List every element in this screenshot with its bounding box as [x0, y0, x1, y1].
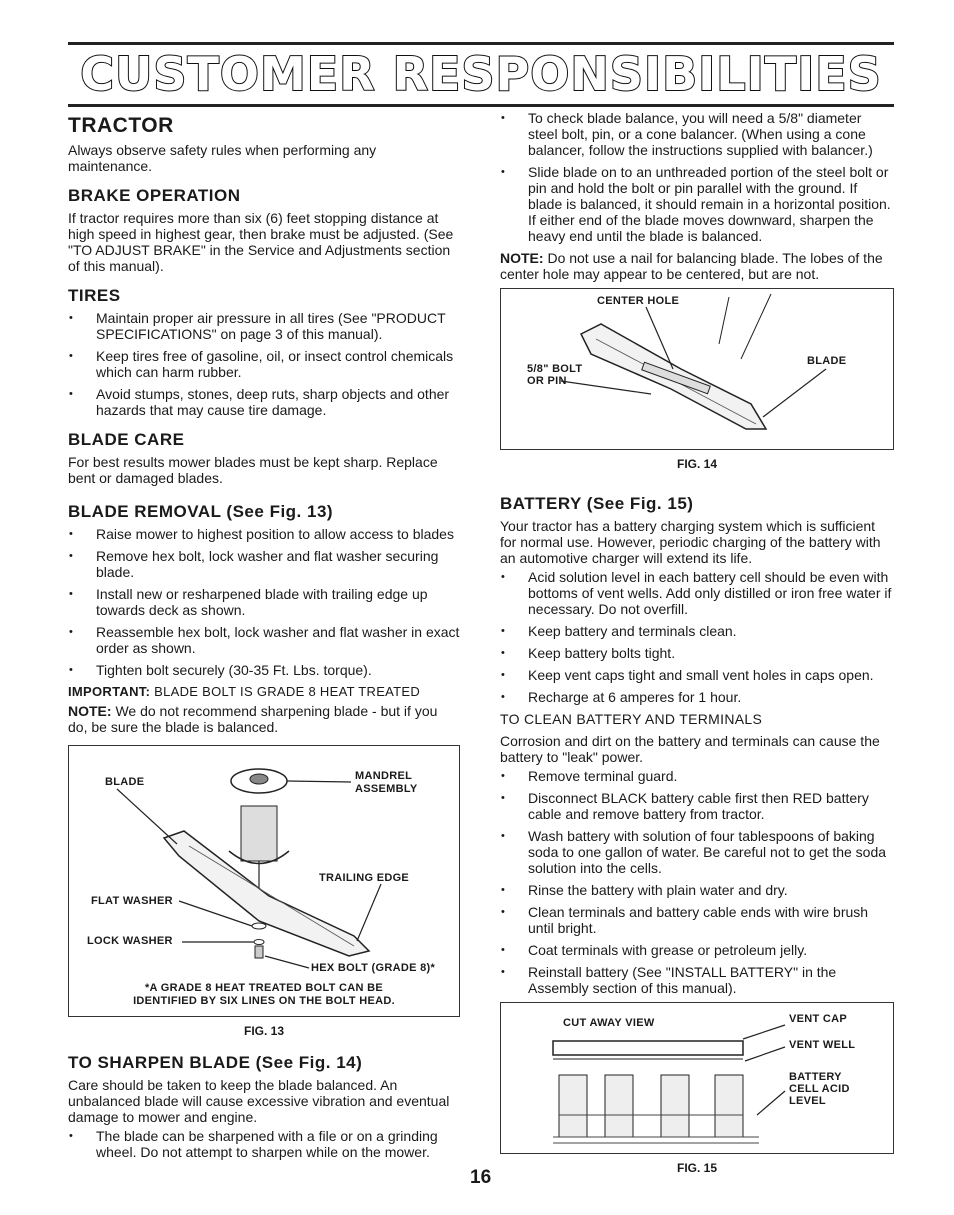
label-mandrel: MANDREL: [355, 770, 413, 782]
label-flat-washer: FLAT WASHER: [91, 895, 173, 907]
label-cut-away-view: CUT AWAY VIEW: [563, 1017, 655, 1029]
list-item: • Recharge at 6 amperes for 1 hour.: [500, 689, 894, 705]
label-lock-washer: LOCK WASHER: [87, 935, 173, 947]
list-item: • Keep vent caps tight and small vent holes in caps open.: [500, 667, 894, 683]
left-column: [68, 110, 460, 1166]
heading-blade-care: BLADE CARE: [68, 430, 185, 449]
sharpen-list: [68, 1128, 460, 1160]
list-item: • Maintain proper air pressure in all tires (See "PRODUCT SPECIFICATIONS" on page 3 of this manual).: [68, 310, 460, 342]
footnote-line-2: IDENTIFIED BY SIX LINES ON THE BOLT HEAD.: [133, 995, 395, 1007]
figure-14-caption: FIG. 14: [676, 457, 717, 471]
label-assembly: ASSEMBLY: [355, 783, 418, 795]
label-battery: BATTERY: [789, 1071, 842, 1083]
list-item: • The blade can be sharpened with a file or on a grinding wheel. Do not attempt to sharpen while on the mower.: [68, 1128, 460, 1160]
battery-text: Your tractor has a battery charging system which is sufficient for normal use. However, periodic charging of the battery with an automotive charger will extend its life.: [500, 518, 881, 566]
list-item: • Tighten bolt securely (30-35 Ft. Lbs. torque).: [68, 662, 460, 678]
figure-15: [500, 1002, 894, 1154]
label-or-pin: OR PIN: [527, 375, 567, 387]
list-item: • Raise mower to highest position to allow access to blades: [68, 526, 460, 542]
right-column: [500, 110, 894, 1176]
blade-care-text: For best results mower blades must be kept sharp. Replace bent or damaged blades.: [68, 454, 438, 486]
blade-removal-list: [68, 526, 460, 678]
list-item: • Reassemble hex bolt, lock washer and flat washer in exact order as shown.: [68, 624, 460, 656]
page-title: CUSTOMER RESPONSIBILITIES: [80, 47, 882, 101]
clean-text: Corrosion and dirt on the battery and terminals can cause the battery to "leak" power.: [500, 733, 880, 765]
list-item: • Rinse the battery with plain water and dry.: [500, 882, 894, 898]
balance-note: NOTE: Do not use a nail for balancing blade. The lobes of the center hole may appear to be centered, but are not.: [500, 250, 883, 282]
footnote-line-1: *A GRADE 8 HEAT TREATED BOLT CAN BE: [144, 982, 384, 994]
heading-battery: BATTERY (See Fig. 15): [500, 494, 694, 513]
list-item: • Reinstall battery (See "INSTALL BATTERY" in the Assembly section of this manual).: [500, 964, 894, 996]
tractor-text: Always observe safety rules when performing any maintenance.: [68, 142, 377, 174]
list-item: • Slide blade on to an unthreaded portion of the steel bolt or pin and hold the bolt or pin parallel with the ground. If blade is balanced, it should remain in a horizontal position. If either end of the blade moves downward, sharpen the heavy end until the blade is balanced.: [500, 164, 894, 244]
label-vent-cap: VENT CAP: [789, 1013, 848, 1025]
label-bolt: 5/8" BOLT: [527, 363, 583, 375]
important-note: IMPORTANT: BLADE BOLT IS GRADE 8 HEAT TREATED: [68, 684, 421, 699]
header-rule-bottom: [68, 104, 894, 107]
sharpen-text: Care should be taken to keep the blade balanced. An unbalanced blade will cause excessive vibration and eventual damage to mower and engine.: [68, 1077, 450, 1125]
label-blade: BLADE: [807, 355, 847, 367]
sharpening-note: NOTE: We do not recommend sharpening blade - but if you do, be sure the blade is balanced.: [68, 703, 438, 735]
clean-heading: TO CLEAN BATTERY AND TERMINALS: [500, 711, 763, 727]
label-vent-well: VENT WELL: [789, 1039, 856, 1051]
label-hex-bolt: HEX BOLT (GRADE 8)*: [311, 962, 436, 974]
heading-blade-removal: BLADE REMOVAL (See Fig. 13): [68, 502, 334, 521]
list-item: • Disconnect BLACK battery cable first then RED battery cable and remove battery from tractor.: [500, 790, 894, 822]
figure-15-caption: FIG. 15: [676, 1161, 717, 1175]
figure-13-caption: FIG. 13: [243, 1024, 284, 1038]
heading-brake-operation: BRAKE OPERATION: [68, 186, 241, 205]
header-rule-top: [68, 42, 894, 45]
battery-list: [500, 569, 894, 705]
label-cell-acid: CELL ACID: [789, 1083, 850, 1095]
balance-list: [500, 110, 894, 244]
list-item: • Acid solution level in each battery cell should be even with bottoms of vent wells. Add only distilled or iron free water if necessary. Do not overfill.: [500, 569, 894, 617]
label-center-hole: CENTER HOLE: [597, 295, 680, 307]
list-item: • Keep battery bolts tight.: [500, 645, 894, 661]
label-level: LEVEL: [789, 1095, 826, 1107]
list-item: • Avoid stumps, stones, deep ruts, sharp objects and other hazards that may cause tire damage.: [68, 386, 460, 418]
list-item: • To check blade balance, you will need a 5/8" diameter steel bolt, pin, or a cone balancer. (When using a cone balancer, follow the instructions supplied with balancer.): [500, 110, 894, 158]
heading-tires: TIRES: [68, 286, 121, 305]
list-item: • Coat terminals with grease or petroleum jelly.: [500, 942, 894, 958]
page-number: 16: [470, 1167, 492, 1188]
tires-list: [68, 310, 460, 418]
label-trailing-edge: TRAILING EDGE: [319, 872, 410, 884]
list-item: • Remove terminal guard.: [500, 768, 894, 784]
list-item: • Keep tires free of gasoline, oil, or insect control chemicals which can harm rubber.: [68, 348, 460, 380]
brake-text: If tractor requires more than six (6) feet stopping distance at high speed in highest gear, then brake must be adjusted. (See "TO ADJUST BRAKE" in the Service and Adjustments section of this manual).: [68, 210, 454, 274]
clean-list: [500, 768, 894, 996]
heading-tractor: TRACTOR: [68, 114, 174, 137]
heading-sharpen-blade: TO SHARPEN BLADE (See Fig. 14): [68, 1053, 363, 1072]
label-blade: BLADE: [105, 776, 145, 788]
list-item: • Wash battery with solution of four tablespoons of baking soda to one gallon of water. Be careful not to get the soda solution into the cells.: [500, 828, 894, 876]
list-item: • Install new or resharpened blade with trailing edge up towards deck as shown.: [68, 586, 460, 618]
list-item: • Keep battery and terminals clean.: [500, 623, 894, 639]
list-item: • Remove hex bolt, lock washer and flat washer securing blade.: [68, 548, 460, 580]
figure-13: [68, 745, 460, 1017]
list-item: • Clean terminals and battery cable ends with wire brush until bright.: [500, 904, 894, 936]
figure-14: [500, 288, 894, 450]
